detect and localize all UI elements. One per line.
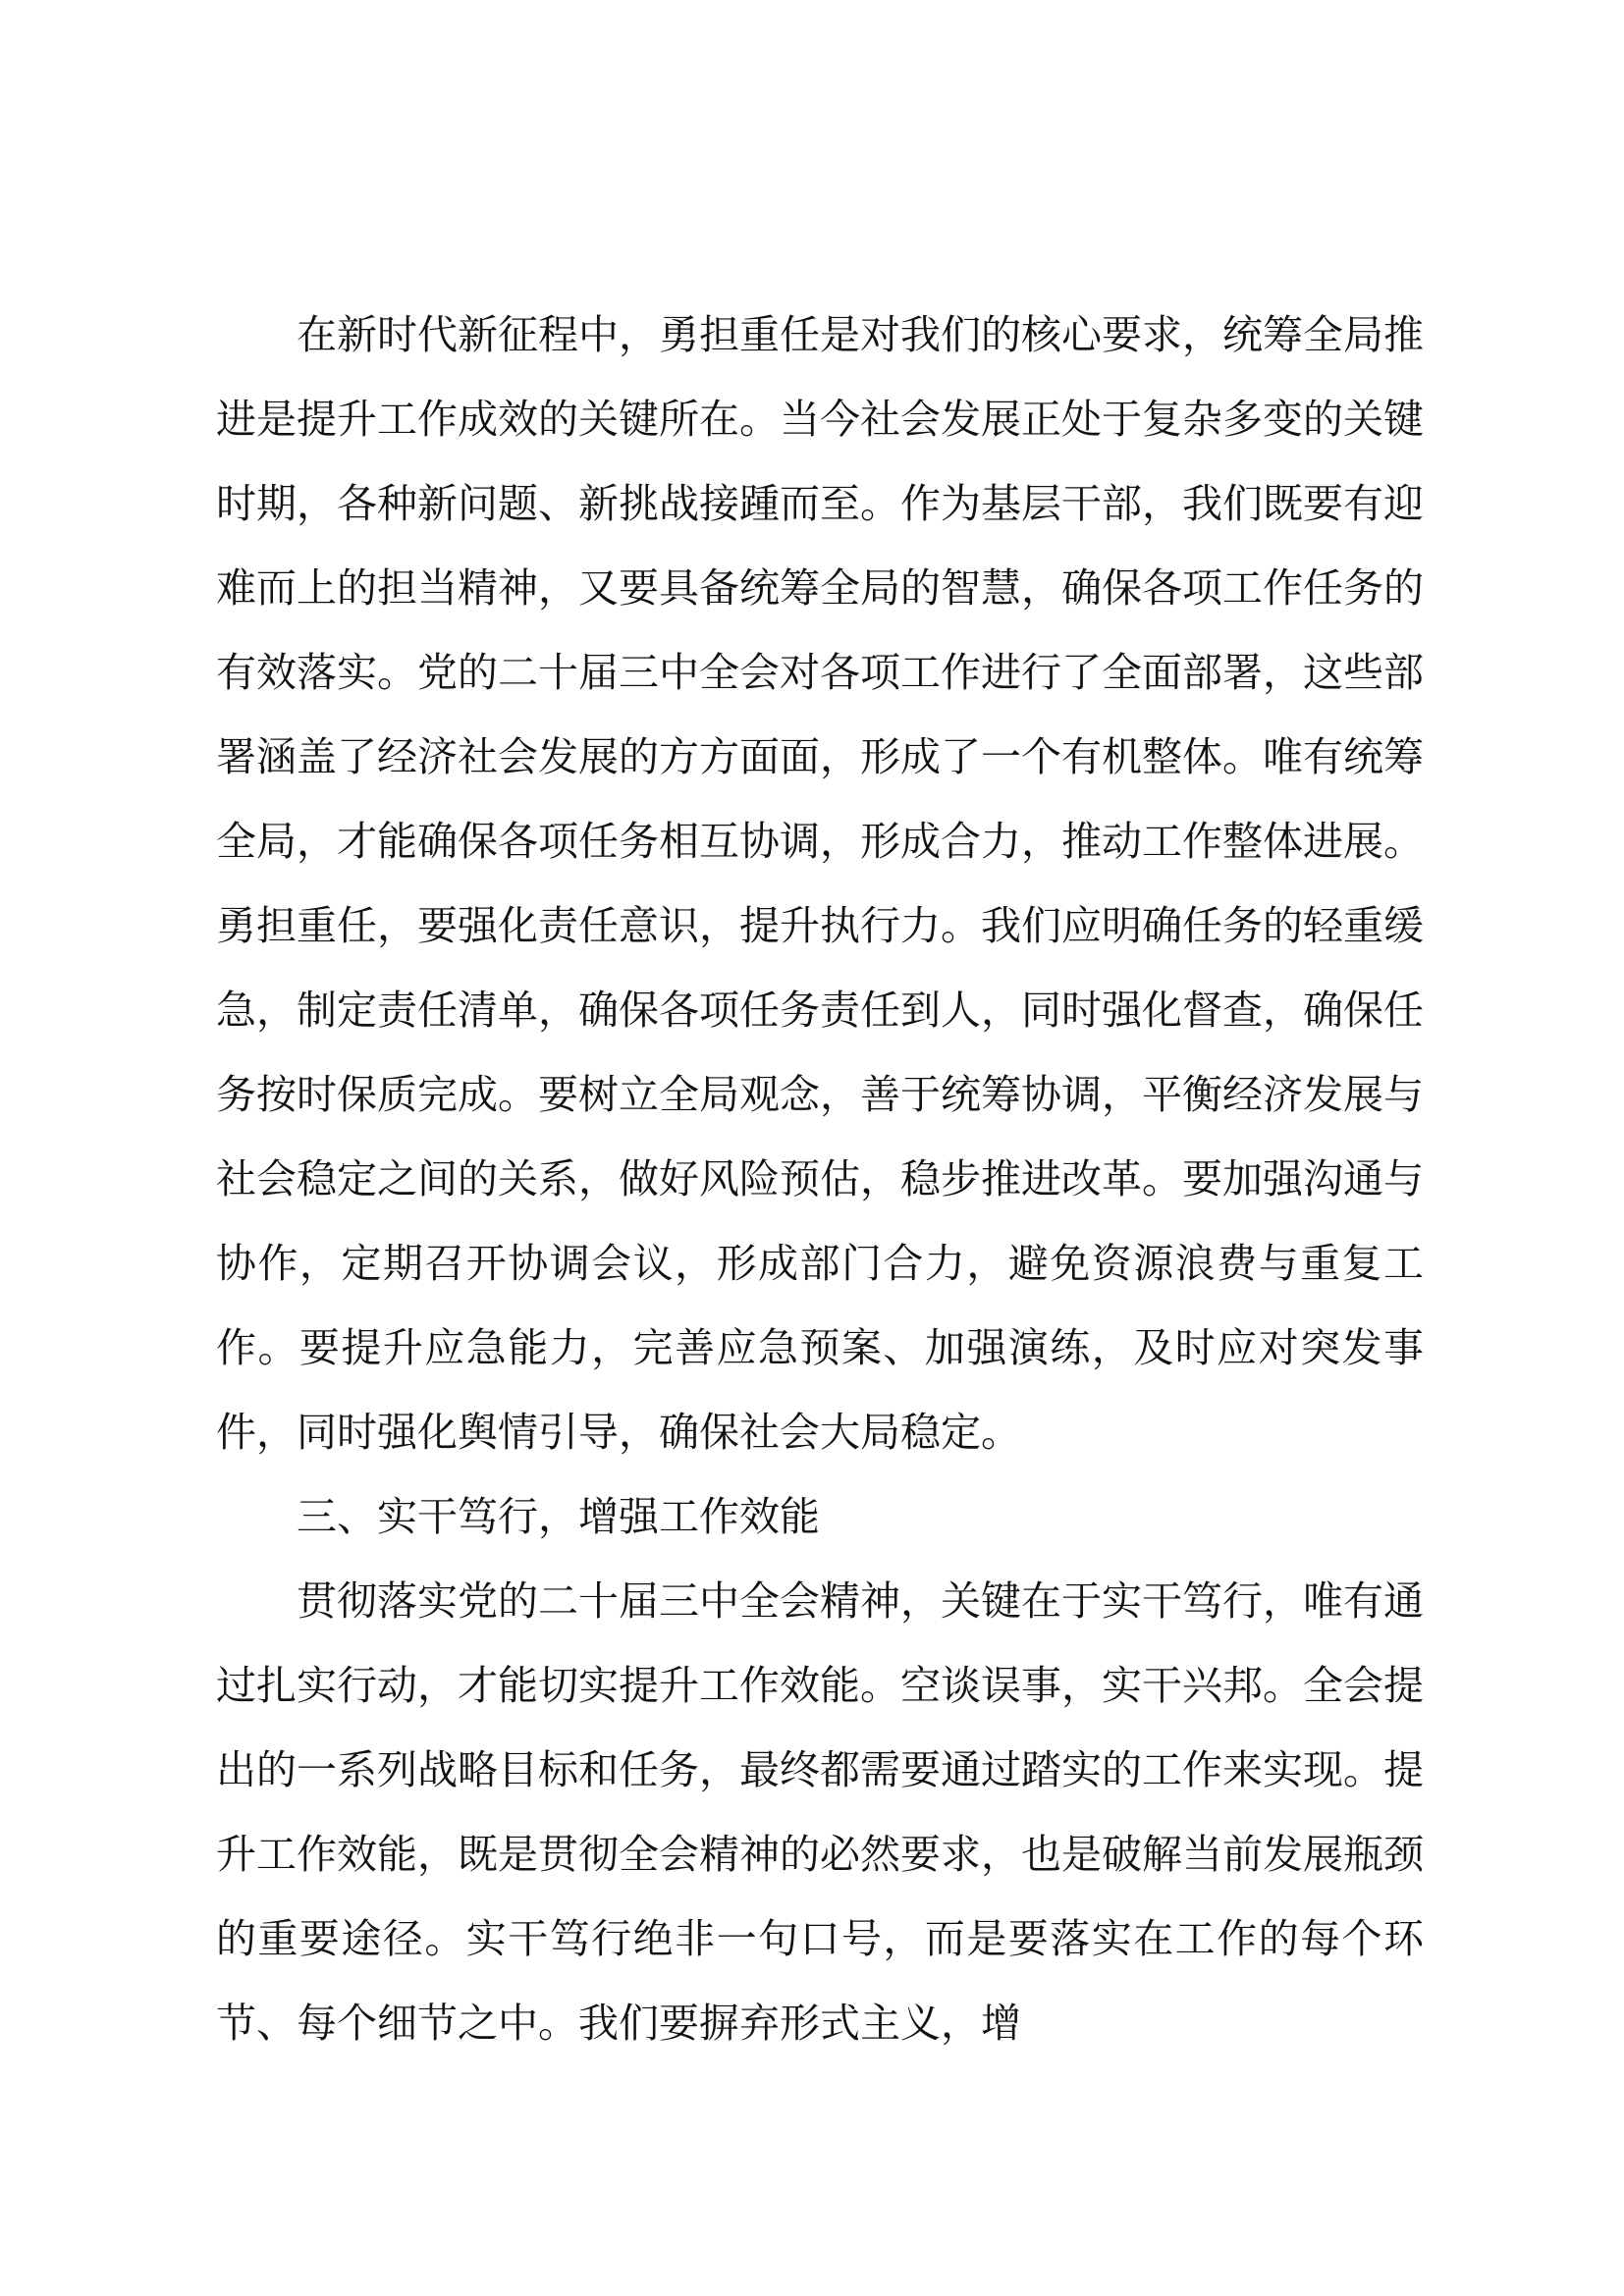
section-heading: 三、实干笃行，增强工作效能 xyxy=(297,1493,820,1540)
body-paragraph: 在新时代新征程中，勇担重任是对我们的核心要求，统筹全局推进是提升工作成效的关键所在。当今社会发展正处于复杂多变的关键时期，各种新问题、新挑战接踵而至。作为基层干部，我们既要有迎难而上的担当精神，又要具备统筹全局的智慧，确保各项工作任务的有效落实。党的二十届三中全会对各项工作进行了全面部署，这些部署涵盖了经济社会发展的方方面面，形成了一个有机整体。唯有统筹全局，才能确保各项任务相互协调，形成合力，推动工作整体进展。勇担重任，要强化责任意识，提升执行力。我们应明确任务的轻重缓急，制定责任清单，确保各项任务责任到人，同时强化督查，确保任务按时保质完成。要树立全局观念，善于统筹协调，平衡经济发展与社会稳定之间的关系，做好风险预估，稳步推进改革。要加强沟通与协作，定期召开协调会议，形成部门合力，避免资源浪费与重复工作。要提升应急能力，完善应急预案、加强演练，及时应对突发事件，同时强化舆情引导，确保社会大局稳定。 xyxy=(216,311,1424,1456)
document-body xyxy=(216,293,1424,2065)
body-paragraph: 贯彻落实党的二十届三中全会精神，关键在于实干笃行，唯有通过扎实行动，才能切实提升工作效能。空谈误事，实干兴邦。全会提出的一系列战略目标和任务，最终都需要通过踏实的工作来实现。提升工作效能，既是贯彻全会精神的必然要求，也是破解当前发展瓶颈的重要途径。实干笃行绝非一句口号，而是要落实在工作的每个环节、每个细节之中。我们要摒弃形式主义，增 xyxy=(216,1577,1424,2047)
